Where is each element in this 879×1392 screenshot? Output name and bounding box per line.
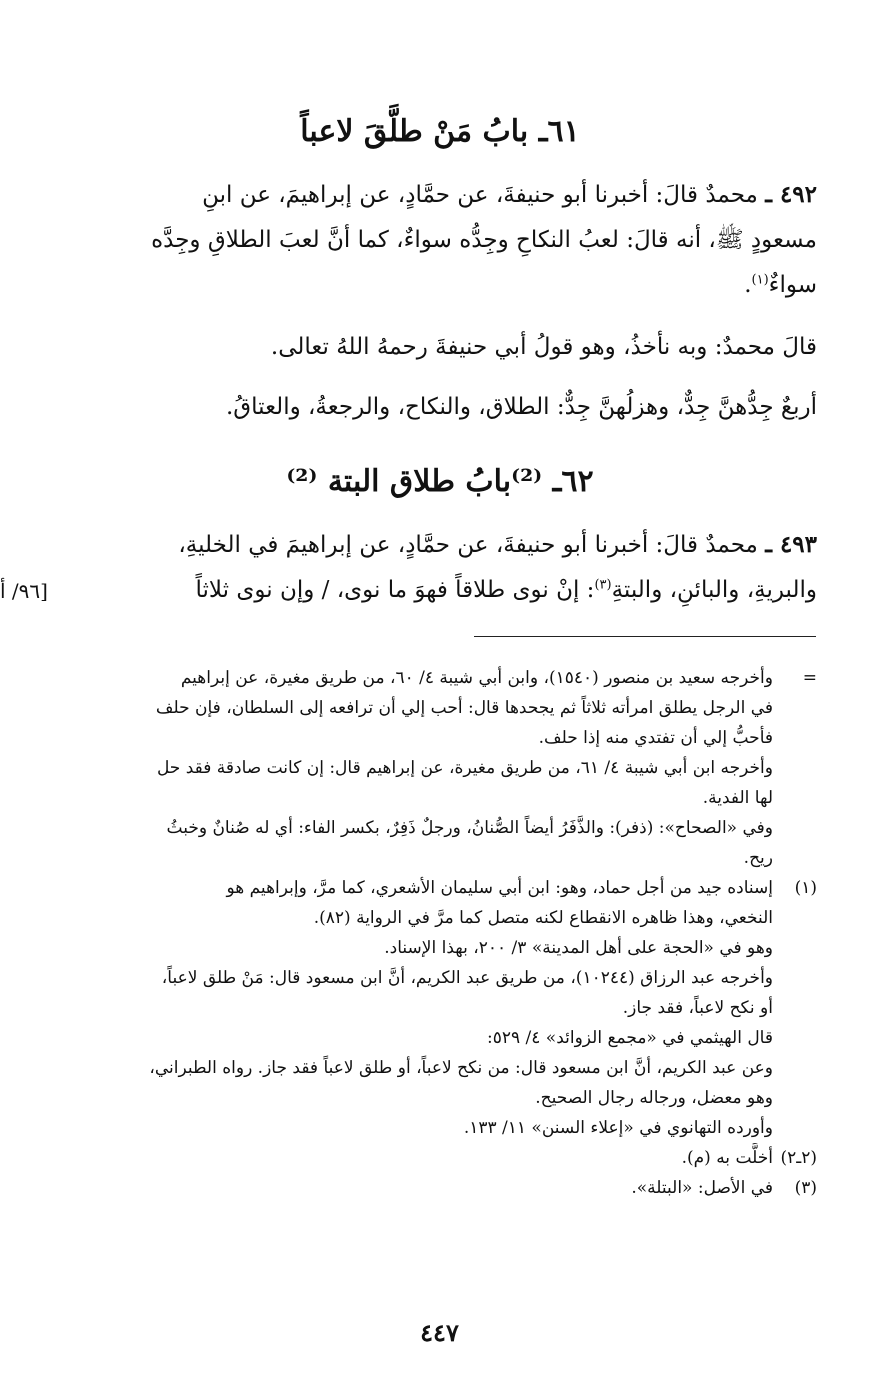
footnote-line: النخعي، وهذا ظاهره الانقطاع لكنه متصل كما مرَّ في الرواية (٨٢). bbox=[313, 908, 773, 928]
footnote-line: أو نكح لاعباً، فقد جاز. bbox=[622, 998, 773, 1018]
footnote-divider bbox=[474, 636, 816, 637]
footnote-line: فأحبُّ إلي أن تفتدي منه إذا حلف. bbox=[538, 728, 773, 748]
footnote-line: =وأخرجه سعيد بن منصور (١٥٤٠)، وابن أبي شيبة ٤/ ٦٠، من طريق مغيرة، عن إبراهيم bbox=[180, 668, 817, 688]
footnote-line: في الرجل يطلق امرأته ثلاثاً ثم يجحدها قال: أحب إلي أن ترافعه إلى السلطان، فإن حلف bbox=[155, 698, 773, 718]
comment-line-2: أربعٌ جِدُّهنَّ جِدٌّ، وهزلُهنَّ جِدٌّ: الطلاق، والنكاح، والرجعةُ، والعتاقُ. bbox=[225, 394, 817, 420]
footnote-line: وعن عبد الكريم، أنَّ ابن مسعود قال: من نكح لاعباً، أو طلق لاعباً فقد جاز. رواه الطبراني، bbox=[149, 1058, 773, 1078]
hadith-492 bbox=[61, 172, 817, 308]
hadith-493-number: ٤٩٣ ـ bbox=[765, 531, 817, 558]
footnote-line: وهو في «الحجة على أهل المدينة» ٣/ ٢٠٠، بهذا الإسناد. bbox=[384, 938, 773, 958]
footnote-line: لها الفدية. bbox=[702, 788, 773, 808]
hadith-493 bbox=[61, 522, 817, 613]
hadith-493-line-2: والبريةِ، والبائنِ، والبتةِ$^{(٣)}$: إنْ نوى طلاقاً فهوَ ما نوى، / وإن نوى ثلاثاً bbox=[195, 577, 817, 603]
hadith-492-line-3: سواءٌ$^{(١)}$. bbox=[744, 272, 817, 298]
hadith-492-number: ٤٩٢ ـ bbox=[765, 181, 817, 208]
footnotes bbox=[65, 663, 817, 1203]
footnote-ref-1: (١) bbox=[751, 272, 769, 288]
footnote-line: قال الهيثمي في «مجمع الزوائد» ٤/ ٥٢٩: bbox=[486, 1028, 773, 1048]
chapter-heading-62: ٦٢ـ ⁽²⁾بابُ طلاق البتة ⁽²⁾ bbox=[286, 464, 594, 499]
page-number: ٤٤٧ bbox=[420, 1318, 459, 1347]
footnote-line: (٣)في الأصل: «البتلة». bbox=[631, 1178, 817, 1198]
hadith-492-line-1: ٤٩٢ ـ محمدٌ قالَ: أخبرنا أبو حنيفةَ، عن حمَّادٍ، عن إبراهيمَ، عن ابنِ bbox=[202, 181, 817, 208]
footnote-line: وأورده التهانوي في «إعلاء السنن» ١١/ ١٣٣. bbox=[463, 1118, 773, 1138]
footnote-line: (١)إسناده جيد من أجل حماد، وهو: ابن أبي سليمان الأشعري، كما مرَّ، وإبراهيم هو bbox=[226, 878, 817, 898]
footnote-line: وفي «الصحاح»: (ذفر): والذَّفَرُ أيضاً الصُّنانُ، ورجلٌ ذَفِرٌ، بكسر الفاء: أي له صُنانٌ وخبثُ bbox=[166, 818, 773, 838]
manuscript-folio-ref: [٩٦/ أ bbox=[0, 579, 48, 603]
hadith-493-line-1: ٤٩٣ ـ محمدٌ قالَ: أخبرنا أبو حنيفةَ، عن حمَّادٍ، عن إبراهيمَ في الخليةِ، bbox=[178, 531, 817, 558]
comment-line-1: قالَ محمدٌ: وبه نأخذُ، وهو قولُ أبي حنيفةَ رحمهُ اللهُ تعالى. bbox=[270, 334, 817, 360]
chapter-heading-61: ٦١ـ بابُ مَنْ طلَّقَ لاعباً bbox=[300, 114, 580, 149]
footnote-line: وهو معضل، ورجاله رجال الصحيح. bbox=[535, 1088, 773, 1108]
footnote-line: (٢ـ٢)أخلَّت به (م). bbox=[681, 1148, 817, 1168]
hadith-492-line-2: مسعودٍ ﷺ، أنه قالَ: لعبُ النكاحِ وجِدُّه سواءٌ، كما أنَّ لعبَ الطلاقِ وجِدَّه bbox=[151, 227, 817, 253]
footnote-line: وأخرجه عبد الرزاق (١٠٢٤٤)، من طريق عبد الكريم، أنَّ ابن مسعود قال: مَنْ طلق لاعباً، bbox=[161, 968, 773, 988]
footnote-line: ريح. bbox=[743, 848, 773, 868]
footnote-ref-3: (٣) bbox=[594, 577, 612, 593]
footnote-line: وأخرجه ابن أبي شيبة ٤/ ٦١، من طريق مغيرة، عن إبراهيم قال: إن كانت صادقة فقد حل bbox=[156, 758, 773, 778]
